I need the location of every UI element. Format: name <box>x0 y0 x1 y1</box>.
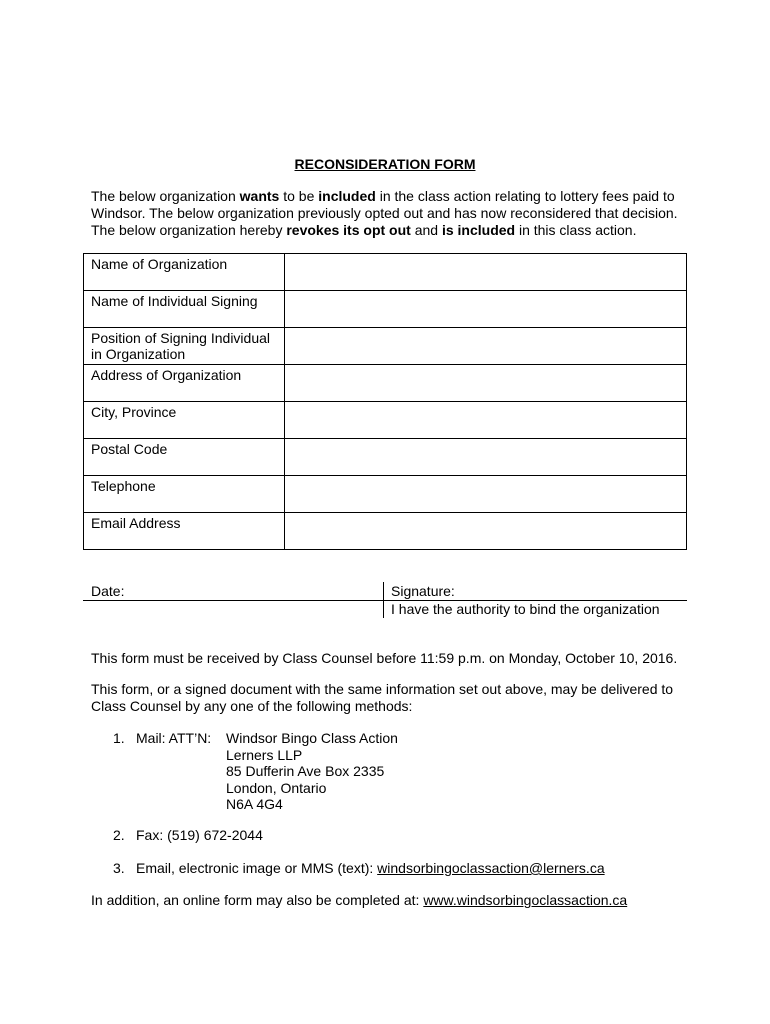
intro-paragraph <box>91 188 691 239</box>
address-line: N6A 4G4 <box>226 796 283 812</box>
signature-column <box>384 582 687 618</box>
online-form-paragraph <box>91 892 691 909</box>
table-row <box>84 291 687 328</box>
date-field[interactable] <box>83 582 391 601</box>
address-field[interactable] <box>285 365 687 402</box>
organization-info-table <box>83 253 687 550</box>
intro-text-3: in the class action relating to lottery fees paid to Windsor. The below organization previously opted out and has now reconsidered that decision. The below organization hereby <box>91 188 678 238</box>
postal-code-field[interactable] <box>285 439 687 476</box>
intro-bold-wants: wants <box>239 188 280 204</box>
method-number: 3. <box>113 860 125 876</box>
authority-statement: I have the authority to bind the organization <box>391 601 660 617</box>
address-line: Windsor Bingo Class Action <box>226 730 398 746</box>
telephone-field[interactable] <box>285 476 687 513</box>
method-fax <box>113 827 263 843</box>
table-row <box>84 476 687 513</box>
method-mail <box>113 730 211 746</box>
table-row <box>84 402 687 439</box>
field-label: Name of Individual Signing <box>84 291 285 328</box>
email-link[interactable]: windsorbingoclassaction@lerners.ca <box>377 860 605 876</box>
date-label: Date: <box>91 583 125 599</box>
field-label: Position of Signing Individual in Organization <box>84 328 285 365</box>
deadline-paragraph: This form must be received by Class Counsel before 11:59 p.m. on Monday, October 10, 2016. <box>91 650 678 666</box>
organization-name-field[interactable] <box>285 254 687 291</box>
mailing-address <box>226 730 398 813</box>
city-province-field[interactable] <box>285 402 687 439</box>
table-row <box>84 513 687 550</box>
method-number: 1. <box>113 730 125 746</box>
field-label: Email Address <box>84 513 285 550</box>
address-line: Lerners LLP <box>226 746 303 763</box>
form-title: RECONSIDERATION FORM <box>294 156 476 172</box>
field-label: Name of Organization <box>84 254 285 291</box>
field-label: Postal Code <box>84 439 285 476</box>
field-label: Telephone <box>84 476 285 513</box>
intro-text-2: to be <box>279 188 319 204</box>
email-address-field[interactable] <box>285 513 687 550</box>
fax-label: Fax: (519) 672-2044 <box>136 827 263 843</box>
address-line: 85 Dufferin Ave Box 2335 <box>226 763 385 779</box>
intro-text-5: in this class action. <box>515 222 637 238</box>
signature-field[interactable] <box>384 582 687 601</box>
table-row <box>84 439 687 476</box>
intro-bold-is-included: is included <box>441 222 516 238</box>
field-label: City, Province <box>84 402 285 439</box>
intro-bold-revokes: revokes its opt out <box>286 222 411 238</box>
method-number: 2. <box>113 827 125 843</box>
delivery-paragraph: This form, or a signed document with the same information set out above, may be delivered to Class Counsel by any one of the following methods: <box>91 681 674 714</box>
mail-label: Mail: ATT’N: <box>136 730 212 746</box>
table-row <box>84 328 687 365</box>
website-link[interactable]: www.windsorbingoclassaction.ca <box>423 892 628 908</box>
field-label: Address of Organization <box>84 365 285 402</box>
signature-label: Signature: <box>391 583 455 599</box>
email-method-label: Email, electronic image or MMS (text): <box>136 860 378 876</box>
intro-bold-included: included <box>318 188 376 204</box>
address-line: London, Ontario <box>226 779 327 796</box>
online-form-text: In addition, an online form may also be completed at: <box>91 892 424 908</box>
table-row <box>84 254 687 291</box>
table-row <box>84 365 687 402</box>
signature-block <box>83 582 687 618</box>
position-field[interactable] <box>285 328 687 365</box>
intro-text-4: and <box>410 222 442 238</box>
method-email <box>113 860 605 876</box>
individual-name-field[interactable] <box>285 291 687 328</box>
intro-text-1: The below organization <box>91 188 240 204</box>
